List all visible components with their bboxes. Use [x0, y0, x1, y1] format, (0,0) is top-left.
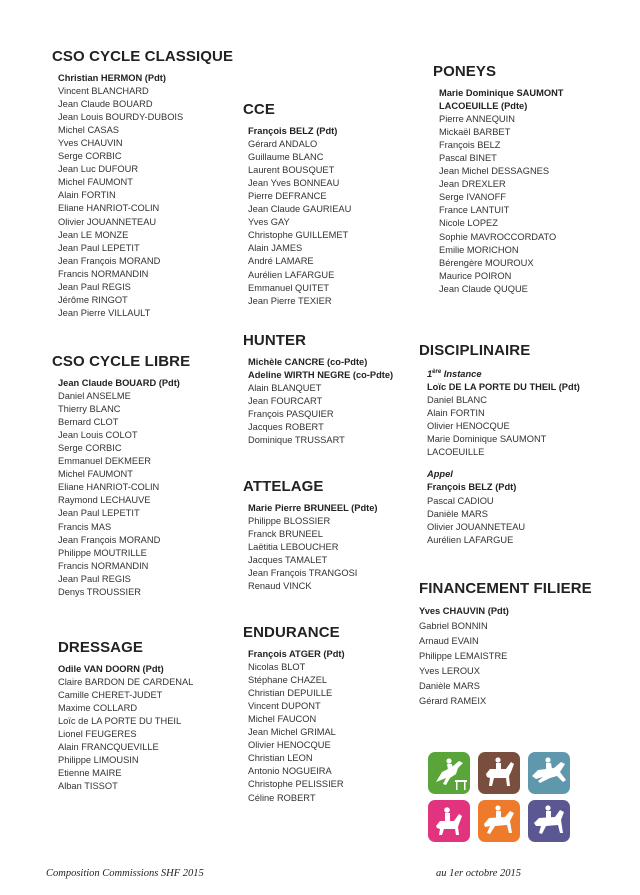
- co-president-name: Michèle CANCRE (co-Pdte): [248, 357, 368, 367]
- member-name: Philippe LEMAISTRE: [419, 651, 508, 661]
- instance-number: 1: [427, 369, 433, 380]
- member-name: Aurélien LAFARGUE: [427, 534, 514, 545]
- member-name: Nicolas BLOT: [248, 662, 306, 673]
- member-name: Serge IVANOFF: [439, 192, 506, 203]
- member-name: Francis NORMANDIN: [58, 560, 149, 571]
- member-name: Alain FORTIN: [58, 190, 116, 201]
- member-name: Arnaud EVAIN: [419, 636, 479, 646]
- member-name: Jean François MORAND: [58, 534, 161, 545]
- member-name: Danièle MARS: [419, 681, 480, 691]
- member-name: Francis MAS: [58, 521, 112, 532]
- member-name: Alain BLANQUET: [248, 383, 322, 394]
- member-name: Raymond LECHAUVE: [58, 495, 151, 506]
- president-name: François ATGER (Pdt): [248, 649, 345, 659]
- member-name: Jacques TAMALET: [248, 555, 328, 566]
- member-name: Camille CHERET-JUDET: [58, 690, 163, 701]
- member-name: Claire BARDON DE CARDENAL: [58, 677, 194, 688]
- member-name: Alain FRANCQUEVILLE: [58, 742, 159, 753]
- member-name: Vincent BLANCHARD: [58, 86, 149, 97]
- section-cce: [243, 101, 351, 308]
- section-attelage: [243, 478, 378, 593]
- section-title: ATTELAGE: [243, 478, 324, 495]
- endurance-icon: [478, 800, 520, 842]
- member-name: France LANTUIT: [439, 205, 510, 216]
- member-name: Emmanuel QUITET: [248, 282, 330, 293]
- attelage-icon: [528, 800, 570, 842]
- member-name: Eliane HANRIOT-COLIN: [58, 203, 160, 214]
- member-name: Nicole LOPEZ: [439, 218, 498, 229]
- member-name: Etienne MAIRE: [58, 768, 122, 779]
- section-title: PONEYS: [433, 63, 497, 80]
- member-name: Lionel FEUGERES: [58, 729, 137, 740]
- member-name: François BELZ: [439, 140, 501, 151]
- member-list: [248, 502, 378, 593]
- member-name: Christian DEPUILLE: [248, 688, 333, 699]
- member-name: Emilie MORICHON: [439, 244, 519, 255]
- member-name: Michel FAUMONT: [58, 177, 133, 188]
- member-name: Guillaume BLANC: [248, 152, 324, 163]
- footer-document-title: Composition Commissions SHF 2015: [46, 868, 204, 879]
- member-name: Loïc de LA PORTE DU THEIL: [58, 716, 182, 727]
- member-name: Jean Claude GAURIEAU: [248, 204, 352, 215]
- member-list: [248, 648, 345, 805]
- member-name: Laëtitia LEBOUCHER: [248, 542, 339, 553]
- president-name: Christian HERMON (Pdt): [58, 73, 166, 83]
- member-name: Mickaël BARBET: [439, 127, 511, 138]
- member-name: Daniel BLANC: [427, 395, 487, 406]
- section-title: HUNTER: [243, 332, 307, 349]
- show-jumping-icon: [428, 752, 470, 794]
- member-name: Jean Claude BOUARD: [58, 99, 153, 110]
- member-name: Jean Michel GRIMAL: [248, 727, 336, 738]
- member-list: [58, 377, 190, 599]
- member-name: Michel FAUCON: [248, 714, 317, 725]
- member-name: Serge CORBIC: [58, 151, 122, 162]
- member-name: Pierre DEFRANCE: [248, 191, 327, 202]
- member-name: Maxime COLLARD: [58, 703, 138, 714]
- member-name: Alain JAMES: [248, 243, 303, 254]
- president-name: Marie Dominique SAUMONT: [439, 88, 564, 98]
- member-name: Sophie MAVROCCORDATO: [439, 231, 557, 242]
- member-name: Jean Pierre VILLAULT: [58, 307, 151, 318]
- instance-label: [427, 366, 580, 381]
- instance-word: Instance: [441, 369, 482, 380]
- pony-rider-icon: [428, 800, 470, 842]
- member-name: Jean Luc DUFOUR: [58, 164, 139, 175]
- member-name: Jean François MORAND: [58, 255, 161, 266]
- member-name: Jean FOURCART: [248, 396, 323, 407]
- member-name: Jean Paul LEPETIT: [58, 242, 140, 253]
- member-name: Francis NORMANDIN: [58, 268, 149, 279]
- member-name: François PASQUIER: [248, 409, 334, 420]
- member-name: Christophe GUILLEMET: [248, 230, 349, 241]
- section-cso-classique: [52, 48, 233, 320]
- president-name: Yves CHAUVIN (Pdt): [419, 606, 509, 616]
- discipline-icon-grid: [428, 752, 572, 844]
- appel-president-name: François BELZ (Pdt): [427, 482, 517, 493]
- member-name: Bernard CLOT: [58, 417, 119, 428]
- spacer: [427, 459, 580, 468]
- member-name: Maurice POIRON: [439, 270, 512, 281]
- member-name: Renaud VINCK: [248, 581, 312, 592]
- member-name: Aurélien LAFARGUE: [248, 269, 335, 280]
- member-name: Yves LEROUX: [419, 666, 480, 676]
- section-financement: [419, 580, 592, 709]
- member-name: Jean Yves BONNEAU: [248, 178, 340, 189]
- member-name: Olivier JOUANNETEAU: [427, 521, 526, 532]
- member-name: Jean DREXLER: [439, 179, 506, 190]
- section-title: ENDURANCE: [243, 624, 340, 641]
- member-name: Jérôme RINGOT: [58, 294, 128, 305]
- member-name: Gérard RAMEIX: [419, 696, 487, 706]
- section-title: CSO CYCLE CLASSIQUE: [52, 48, 234, 65]
- member-name: Jean Louis BOURDY-DUBOIS: [58, 112, 184, 123]
- member-list: [58, 663, 193, 793]
- member-name: Philippe BLOSSIER: [248, 516, 331, 527]
- member-name: André LAMARE: [248, 256, 314, 267]
- section-endurance: [243, 624, 345, 805]
- member-list: [439, 87, 563, 296]
- co-president-name: Adeline WIRTH NEGRE (co-Pdte): [248, 370, 394, 381]
- member-name: Gabriel BONNIN: [419, 621, 488, 631]
- member-name: Antonio NOGUEIRA: [248, 766, 332, 777]
- member-name: Franck BRUNEEL: [248, 529, 323, 540]
- section-title: CCE: [243, 101, 275, 118]
- member-name: Christophe PELISSIER: [248, 779, 344, 790]
- member-name: Jean Michel DESSAGNES: [439, 166, 550, 177]
- president-name: François BELZ (Pdt): [248, 126, 338, 136]
- member-name: Jean Paul LEPETIT: [58, 508, 140, 519]
- member-name: Yves GAY: [248, 217, 290, 228]
- member-list: [58, 72, 233, 320]
- footer-date: au 1er octobre 2015: [436, 868, 522, 879]
- member-name: Yves CHAUVIN: [58, 138, 123, 149]
- section-title: CSO CYCLE LIBRE: [52, 353, 191, 370]
- member-name: Pascal CADIOU: [427, 495, 494, 506]
- member-name: Jean Paul REGIS: [58, 281, 131, 292]
- member-name: Emmanuel DEKMEER: [58, 456, 151, 467]
- member-name: Eliane HANRIOT-COLIN: [58, 482, 160, 493]
- member-name: Olivier HENOCQUE: [427, 421, 510, 432]
- member-name: Dominique TRUSSART: [248, 435, 345, 446]
- member-name: Jacques ROBERT: [248, 422, 324, 433]
- member-name: Alain FORTIN: [427, 408, 485, 419]
- member-list: [248, 125, 351, 308]
- member-name: Jean LE MONZE: [58, 229, 129, 240]
- member-name: Michel CASAS: [58, 125, 119, 136]
- member-name: Philippe MOUTRILLE: [58, 547, 147, 558]
- president-name: Loïc DE LA PORTE DU THEIL (Pdt): [427, 382, 580, 393]
- member-name: Gérard ANDALO: [248, 139, 318, 150]
- eventing-icon: [528, 752, 570, 794]
- member-name: Alban TISSOT: [58, 781, 118, 792]
- president-name: Odile VAN DOORN (Pdt): [58, 664, 164, 674]
- member-name: Céline ROBERT: [248, 792, 316, 803]
- member-list: [419, 604, 592, 709]
- member-name: Jean Pierre TEXIER: [248, 295, 332, 306]
- appel-label: Appel: [427, 469, 453, 480]
- member-name: Bérengère MOUROUX: [439, 257, 534, 268]
- member-name: Jean François TRANGOSI: [248, 568, 358, 579]
- member-list: [427, 366, 580, 547]
- dressage-icon: [478, 752, 520, 794]
- member-name: Danièle MARS: [427, 508, 488, 519]
- president-name: Marie Pierre BRUNEEL (Pdte): [248, 503, 378, 513]
- member-name: Serge CORBIC: [58, 443, 122, 454]
- member-name: Christian LEON: [248, 753, 313, 764]
- member-name: Jean Paul REGIS: [58, 573, 131, 584]
- member-name: Olivier HENOCQUE: [248, 740, 331, 751]
- member-name: Thierry BLANC: [58, 404, 121, 415]
- member-name: Olivier JOUANNETEAU: [58, 216, 157, 227]
- president-name: Jean Claude BOUARD (Pdt): [58, 378, 180, 388]
- member-name: Marie Dominique SAUMONT: [427, 434, 547, 445]
- member-name: Denys TROUSSIER: [58, 586, 142, 597]
- section-poneys: [433, 63, 563, 296]
- section-disciplinaire: [419, 342, 580, 547]
- section-dressage: [58, 639, 193, 793]
- instance-superscript: ère: [432, 369, 442, 375]
- section-title: FINANCEMENT FILIERE: [419, 580, 592, 597]
- section-title: DISCIPLINAIRE: [419, 342, 531, 359]
- section-cso-libre: [52, 353, 190, 599]
- member-list: [248, 356, 393, 447]
- member-name: Daniel ANSELME: [58, 391, 131, 402]
- member-name: LACOEUILLE: [427, 447, 485, 458]
- member-name: Pascal BINET: [439, 153, 497, 164]
- section-hunter: [243, 332, 393, 447]
- member-name: Philippe LIMOUSIN: [58, 755, 139, 766]
- member-name: Jean Louis COLOT: [58, 430, 138, 441]
- member-name: Michel FAUMONT: [58, 469, 133, 480]
- member-name: Pierre ANNEQUIN: [439, 114, 515, 125]
- member-name: Jean Claude QUQUE: [439, 283, 528, 294]
- president-name-cont: LACOEUILLE (Pdte): [439, 101, 528, 112]
- member-name: Vincent DUPONT: [248, 701, 321, 712]
- member-name: Stéphane CHAZEL: [248, 675, 328, 686]
- member-name: Laurent BOUSQUET: [248, 165, 335, 176]
- section-title: DRESSAGE: [58, 639, 143, 656]
